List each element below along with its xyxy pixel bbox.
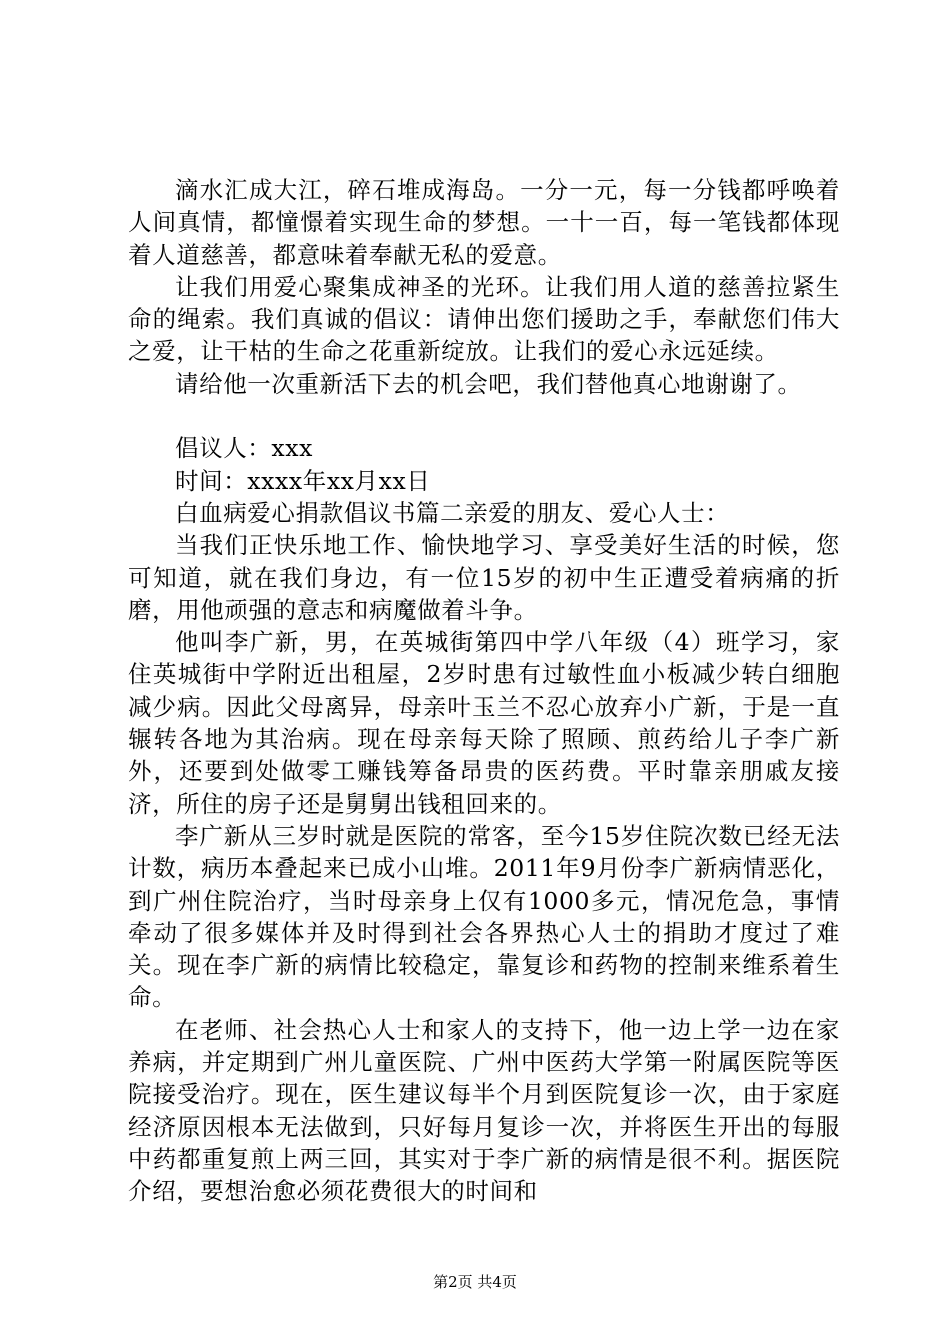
paragraph: 他叫李广新，男，在英城街第四中学八年级（4）班学习，家住英城街中学附近出租屋，2岁时患有过敏性血小板减少转白细胞减少病。因此父母离异，母亲叶玉兰不忍心放弃小广新，于是一直辗转各地为其治病。现在母亲每天除了照顾、煎药给儿子李广新外，还要到处做零工赚钱筹备昂贵的医药费。平时靠亲朋戚友接济，所住的房子还是舅舅出钱租回来的。	[128, 628, 840, 818]
document-body	[128, 174, 840, 1208]
signature-date: 时间：xxxx年xx月xx日	[175, 466, 431, 495]
blank-line	[128, 400, 840, 432]
page-number-footer: 第2页 共4页	[433, 1273, 517, 1291]
section-heading: 白血病爱心捐款倡议书篇二亲爱的朋友、爱心人士：	[175, 498, 730, 527]
signature-initiator: 倡议人：xxx	[175, 434, 313, 463]
paragraph: 滴水汇成大江，碎石堆成海岛。一分一元，每一分钱都呼唤着人间真情，都憧憬着实现生命的梦想。一十一百，每一笔钱都体现着人道慈善，都意味着奉献无私的爱意。	[128, 176, 840, 269]
paragraph: 当我们正快乐地工作、愉快地学习、享受美好生活的时候，您可知道，就在我们身边，有一位15岁的初中生正遭受着病痛的折磨，用他顽强的意志和病魔做着斗争。	[128, 531, 840, 624]
paragraph: 请给他一次重新活下去的机会吧，我们替他真心地谢谢了。	[175, 369, 802, 398]
paragraph: 李广新从三岁时就是医院的常客，至今15岁住院次数已经无法计数，病历本叠起来已成小山堆。2011年9月份李广新病情恶化，到广州住院治疗，当时母亲身上仅有1000多元，情况危急，事情牵动了很多媒体并及时得到社会各界热心人士的捐助才度过了难关。现在李广新的病情比较稳定，靠复诊和药物的控制来维系着生命。	[128, 821, 840, 1012]
paragraph: 在老师、社会热心人士和家人的支持下，他一边上学一边在家养病，并定期到广州儿童医院、广州中医药大学第一附属医院等医院接受治疗。现在，医生建议每半个月到医院复诊一次，由于家庭经济原因根本无法做到，只好每月复诊一次，并将医生开出的每服中药都重复煎上两三回，其实对于李广新的病情是很不利。据医院介绍，要想治愈必须花费很大的时间和	[128, 1015, 840, 1206]
paragraph: 让我们用爱心聚集成神圣的光环。让我们用人道的慈善拉紧生命的绳索。我们真诚的倡议：请伸出您们援助之手，奉献您们伟大之爱，让干枯的生命之花重新绽放。让我们的爱心永远延续。	[128, 272, 840, 366]
